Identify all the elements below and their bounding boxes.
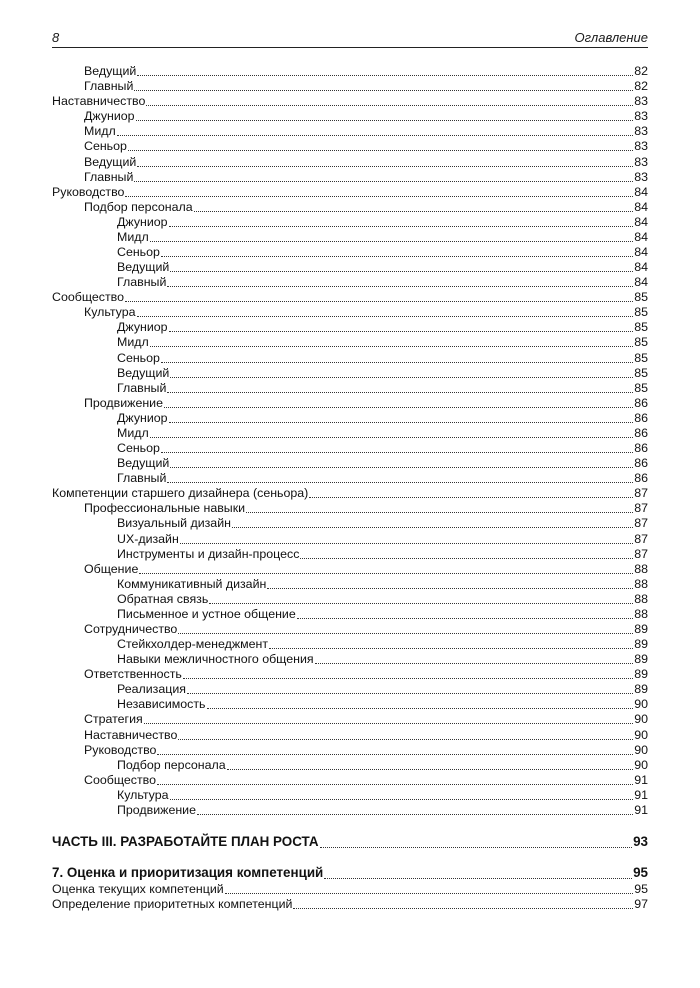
toc-entry-title: Ведущий <box>84 64 137 79</box>
dot-leader <box>169 422 634 423</box>
dot-leader <box>246 512 633 513</box>
dot-leader <box>232 527 633 528</box>
toc-entry-title: Сотрудничество <box>84 621 178 636</box>
toc-entry[interactable] <box>52 139 648 154</box>
toc-entry-title: Джуниор <box>117 320 168 335</box>
dot-leader <box>157 784 633 785</box>
toc-entry[interactable] <box>52 743 648 758</box>
toc-entry-page: 89 <box>634 667 648 682</box>
toc-entry[interactable] <box>52 200 648 215</box>
toc-entry[interactable] <box>52 471 648 486</box>
dot-leader <box>309 497 633 498</box>
toc-entry-page: 88 <box>634 606 648 621</box>
toc-entry-page: 84 <box>634 214 648 229</box>
toc-entry-title: Независимость <box>117 697 206 712</box>
toc-entry-title: Профессиональные навыки <box>84 501 246 516</box>
toc-entry[interactable] <box>52 667 648 682</box>
toc-entry[interactable] <box>52 682 648 697</box>
dot-leader <box>170 467 633 468</box>
toc-entry-page: 91 <box>634 802 648 817</box>
toc-entry-title: Визуальный дизайн <box>117 516 231 531</box>
toc-entry-title: Наставничество <box>52 94 146 109</box>
toc-entry-title: Инструменты и дизайн-процесс <box>117 546 300 561</box>
part-heading-title: ЧАСТЬ III. РАЗРАБОТАЙТЕ ПЛАН РОСТА <box>52 833 319 849</box>
dot-leader <box>150 346 634 347</box>
toc-entry-page: 89 <box>634 652 648 667</box>
toc-entry-title: Главный <box>117 275 167 290</box>
dot-leader <box>324 878 632 879</box>
dot-leader <box>197 814 633 815</box>
toc-entry-page: 84 <box>634 184 648 199</box>
dot-leader <box>146 105 633 106</box>
toc-entry[interactable] <box>52 727 648 742</box>
toc-entry-page: 95 <box>634 881 648 896</box>
toc-entry[interactable] <box>52 230 648 245</box>
toc-entry[interactable] <box>52 260 648 275</box>
toc-entry-page: 97 <box>634 897 648 912</box>
header-divider <box>52 47 648 48</box>
toc-entry-page: 84 <box>634 245 648 260</box>
toc-entry-page: 85 <box>634 365 648 380</box>
toc-entry[interactable] <box>52 788 648 803</box>
dot-leader <box>227 769 634 770</box>
dot-leader <box>170 271 633 272</box>
toc-entry-title: Определение приоритетных компетенций <box>52 897 293 912</box>
toc-entry-page: 89 <box>634 682 648 697</box>
toc-entry-title: Обратная связь <box>117 591 209 606</box>
toc-entry[interactable] <box>52 441 648 456</box>
toc-entry-page: 90 <box>634 727 648 742</box>
toc-entry[interactable] <box>52 245 648 260</box>
toc-entry-title: Главный <box>117 471 167 486</box>
dot-leader <box>269 648 633 649</box>
dot-leader <box>161 452 633 453</box>
dot-leader <box>178 633 633 634</box>
toc-entry-title: Сеньор <box>117 441 160 456</box>
toc-entry-title: Сообщество <box>84 772 156 787</box>
toc-entry-page: 87 <box>634 486 648 501</box>
part-heading-row[interactable] <box>52 833 648 851</box>
toc-entry-title: Ведущий <box>117 456 170 471</box>
toc-entry-page: 88 <box>634 576 648 591</box>
toc-entry-page: 87 <box>634 531 648 546</box>
toc-entry[interactable] <box>52 882 648 897</box>
toc-entry-title: Оценка текущих компетенций <box>52 881 224 896</box>
toc-entry[interactable] <box>52 109 648 124</box>
toc-entry-page: 85 <box>634 350 648 365</box>
toc-entry[interactable] <box>52 154 648 169</box>
toc-entry[interactable] <box>52 607 648 622</box>
dot-leader <box>225 893 634 894</box>
dot-leader <box>167 392 633 393</box>
dot-leader <box>157 754 633 755</box>
toc-entry-title: Сеньор <box>117 245 160 260</box>
toc-entry-title: Руководство <box>52 184 125 199</box>
toc-entry-page: 84 <box>634 229 648 244</box>
dot-leader <box>128 150 633 151</box>
dot-leader <box>315 663 634 664</box>
toc-entry-page: 91 <box>634 787 648 802</box>
dot-leader <box>267 588 633 589</box>
dot-leader <box>164 407 633 408</box>
toc-entry[interactable] <box>52 516 648 531</box>
toc-entry[interactable] <box>52 652 648 667</box>
toc-entry-title: Подбор персонала <box>117 757 226 772</box>
toc-entry-page: 82 <box>634 79 648 94</box>
toc-entry-title: Подбор персонала <box>84 199 193 214</box>
dot-leader <box>183 678 633 679</box>
dot-leader <box>161 362 633 363</box>
toc-entry-page: 86 <box>634 456 648 471</box>
toc-entry-title: Мидл <box>84 124 116 139</box>
toc-entry-page: 83 <box>634 139 648 154</box>
toc-entry-page: 87 <box>634 546 648 561</box>
toc-entry-page: 83 <box>634 169 648 184</box>
toc-entry-title: Сообщество <box>52 290 124 305</box>
toc-entry-title: Компетенции старшего дизайнера (сеньора) <box>52 486 309 501</box>
toc-entry-title: Сеньор <box>117 350 160 365</box>
toc-list-section-a <box>52 64 648 818</box>
dot-leader <box>125 196 633 197</box>
toc-entry[interactable] <box>52 64 648 79</box>
dot-leader <box>161 256 633 257</box>
toc-entry-title: Ведущий <box>84 154 137 169</box>
toc-entry-page: 90 <box>634 712 648 727</box>
dot-leader <box>170 799 634 800</box>
toc-entry[interactable] <box>52 335 648 350</box>
toc-entry[interactable] <box>52 411 648 426</box>
toc-entry-title: Стратегия <box>84 712 143 727</box>
part-heading-page: 93 <box>633 833 648 849</box>
dot-leader <box>144 723 633 724</box>
dot-leader <box>297 618 633 619</box>
toc-entry-page: 87 <box>634 501 648 516</box>
toc-entry[interactable] <box>52 350 648 365</box>
dot-leader <box>137 75 633 76</box>
toc-entry[interactable] <box>52 622 648 637</box>
toc-entry-page: 87 <box>634 516 648 531</box>
dot-leader <box>170 377 633 378</box>
toc-entry-title: Руководство <box>84 742 157 757</box>
dot-leader <box>139 573 633 574</box>
toc-entry-title: UX-дизайн <box>117 531 179 546</box>
toc-entry-title: Джуниор <box>117 214 168 229</box>
toc-entry-title: Ведущий <box>117 365 170 380</box>
toc-entry-title: Коммуникативный дизайн <box>117 576 267 591</box>
dot-leader <box>209 603 633 604</box>
toc-entry[interactable] <box>52 290 648 305</box>
chapter-heading-row[interactable] <box>52 864 648 882</box>
toc-entry-title: Ответственность <box>84 667 182 682</box>
toc-entry-title: Мидл <box>117 335 149 350</box>
toc-entry-page: 89 <box>634 621 648 636</box>
toc-entry-page: 89 <box>634 637 648 652</box>
toc-entry-page: 84 <box>634 275 648 290</box>
toc-entry[interactable] <box>52 426 648 441</box>
page-number: 8 <box>52 30 60 45</box>
toc-entry-title: Продвижение <box>84 395 163 410</box>
toc-entry[interactable] <box>52 320 648 335</box>
toc-entry[interactable] <box>52 396 648 411</box>
toc-entry-page: 86 <box>634 425 648 440</box>
dot-leader <box>150 437 634 438</box>
toc-entry-title: Джуниор <box>84 109 135 124</box>
dot-leader <box>169 331 634 332</box>
dot-leader <box>136 120 634 121</box>
toc-entry-title: Навыки межличностного общения <box>117 652 314 667</box>
toc-entry-page: 82 <box>634 64 648 79</box>
toc-entry-title: Общение <box>84 561 139 576</box>
toc-entry[interactable] <box>52 897 648 912</box>
toc-entry-title: Главный <box>84 169 134 184</box>
toc-entry-page: 85 <box>634 335 648 350</box>
dot-leader <box>178 739 633 740</box>
toc-entry[interactable] <box>52 366 648 381</box>
toc-entry-title: Продвижение <box>117 802 196 817</box>
toc-entry[interactable] <box>52 501 648 516</box>
chapter-heading-page: 95 <box>633 864 648 880</box>
toc-entry[interactable] <box>52 486 648 501</box>
toc-entry-page: 83 <box>634 94 648 109</box>
dot-leader <box>169 226 634 227</box>
toc-entry-title: Главный <box>117 380 167 395</box>
table-of-contents <box>52 64 648 912</box>
toc-entry-page: 90 <box>634 757 648 772</box>
toc-entry[interactable] <box>52 381 648 396</box>
toc-entry-title: Ведущий <box>117 260 170 275</box>
dot-leader <box>137 166 633 167</box>
spacer <box>52 851 648 864</box>
toc-entry-title: Джуниор <box>117 410 168 425</box>
toc-entry[interactable] <box>52 79 648 94</box>
toc-entry[interactable] <box>52 637 648 652</box>
toc-entry-title: Мидл <box>117 229 149 244</box>
toc-entry-page: 86 <box>634 441 648 456</box>
spacer <box>52 818 648 833</box>
toc-entry-title: Письменное и устное общение <box>117 606 296 621</box>
dot-leader <box>320 847 633 848</box>
toc-entry-page: 85 <box>634 305 648 320</box>
dot-leader <box>117 135 634 136</box>
toc-entry[interactable] <box>52 124 648 139</box>
dot-leader <box>194 211 634 212</box>
toc-entry[interactable] <box>52 170 648 185</box>
toc-entry-title: Наставничество <box>84 727 178 742</box>
toc-entry-page: 83 <box>634 124 648 139</box>
running-title: Оглавление <box>574 30 648 45</box>
dot-leader <box>134 181 633 182</box>
toc-entry[interactable] <box>52 577 648 592</box>
toc-entry[interactable] <box>52 773 648 788</box>
dot-leader <box>207 708 634 709</box>
toc-entry-page: 90 <box>634 742 648 757</box>
toc-entry-page: 90 <box>634 697 648 712</box>
page-header <box>52 30 648 48</box>
dot-leader <box>187 693 633 694</box>
toc-entry[interactable] <box>52 592 648 607</box>
toc-entry[interactable] <box>52 712 648 727</box>
dot-leader <box>180 543 633 544</box>
dot-leader <box>167 482 633 483</box>
dot-leader <box>167 286 633 287</box>
toc-entry-title: Культура <box>84 305 136 320</box>
toc-entry[interactable] <box>52 697 648 712</box>
dot-leader <box>134 90 633 91</box>
toc-entry[interactable] <box>52 531 648 546</box>
toc-entry[interactable] <box>52 547 648 562</box>
toc-entry-title: Реализация <box>117 682 186 697</box>
toc-entry-page: 83 <box>634 109 648 124</box>
dot-leader <box>293 908 633 909</box>
toc-entry-page: 88 <box>634 591 648 606</box>
toc-entry-page: 86 <box>634 471 648 486</box>
toc-entry-page: 88 <box>634 561 648 576</box>
chapter-heading-title: 7. Оценка и приоритизация компетенций <box>52 864 324 880</box>
toc-entry-page: 85 <box>634 320 648 335</box>
toc-entry-page: 83 <box>634 154 648 169</box>
dot-leader <box>300 558 633 559</box>
toc-entry-title: Стейкхолдер-менеджмент <box>117 637 269 652</box>
toc-entry-page: 91 <box>634 772 648 787</box>
toc-entry[interactable] <box>52 758 648 773</box>
toc-entry-title: Культура <box>117 787 169 802</box>
toc-entry[interactable] <box>52 562 648 577</box>
toc-entry[interactable] <box>52 94 648 109</box>
dot-leader <box>150 241 634 242</box>
dot-leader <box>137 316 634 317</box>
toc-entry[interactable] <box>52 215 648 230</box>
dot-leader <box>125 301 633 302</box>
toc-entry-page: 85 <box>634 290 648 305</box>
toc-entry[interactable] <box>52 275 648 290</box>
toc-list-section-b <box>52 882 648 912</box>
toc-entry-page: 86 <box>634 395 648 410</box>
toc-entry-title: Сеньор <box>84 139 127 154</box>
toc-entry[interactable] <box>52 803 648 818</box>
toc-entry-title: Главный <box>84 79 134 94</box>
toc-entry-page: 85 <box>634 380 648 395</box>
toc-entry[interactable] <box>52 456 648 471</box>
toc-entry-page: 84 <box>634 260 648 275</box>
toc-entry[interactable] <box>52 305 648 320</box>
toc-entry-title: Мидл <box>117 425 149 440</box>
toc-entry-page: 84 <box>634 199 648 214</box>
toc-entry-page: 86 <box>634 410 648 425</box>
toc-entry[interactable] <box>52 185 648 200</box>
